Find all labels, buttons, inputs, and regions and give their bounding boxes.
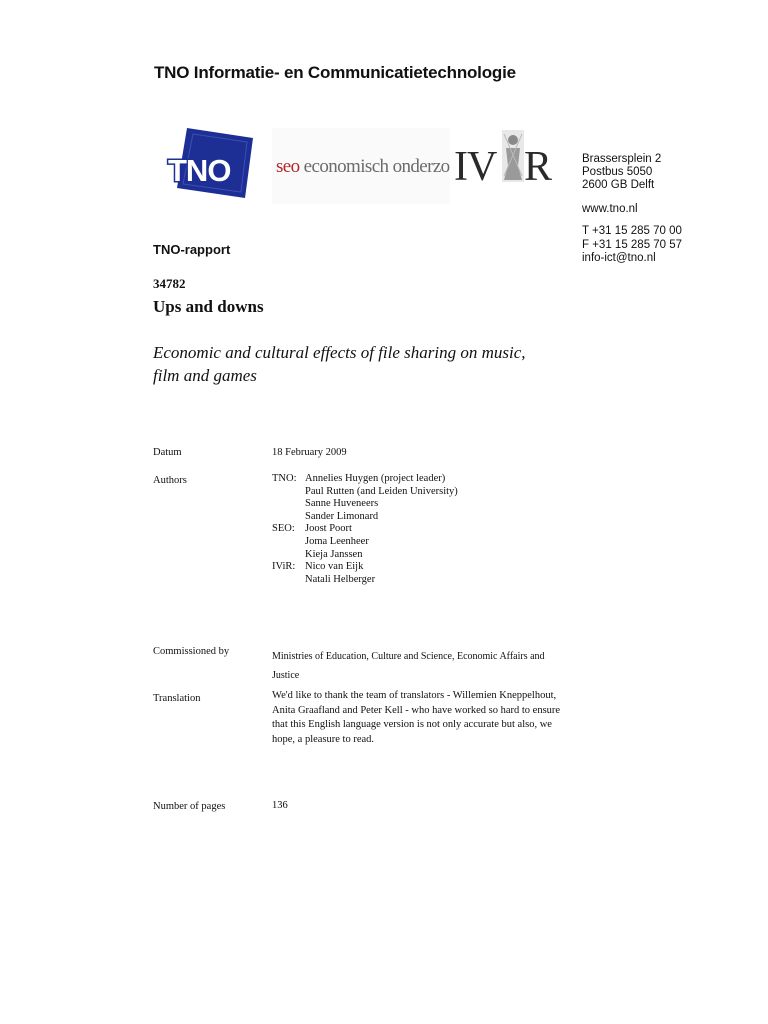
- ivir-logo: [452, 126, 558, 188]
- org-title: TNO Informatie- en Communicatietechnologie: [154, 63, 516, 82]
- author-name: Sander Limonard: [305, 510, 379, 522]
- seo-logo-text-a: seo: [276, 156, 300, 177]
- author-name: Nico van Eijk: [305, 561, 364, 573]
- ivir-logo-text-a: IV: [454, 144, 497, 188]
- fax-number: F +31 15 285 70 57: [582, 239, 683, 251]
- address-street: Brassersplein 2: [582, 153, 662, 165]
- report-title: Ups and downs: [153, 297, 264, 316]
- author-name: Joma Leenheer: [305, 536, 369, 547]
- datum-value: 18 February 2009: [272, 447, 347, 458]
- tno-logo: [165, 124, 255, 202]
- commissioned-value: Ministries of Education, Culture and Science, Economic Affairs and Justice: [272, 651, 545, 681]
- address-city: 2600 GB Delft: [582, 179, 655, 191]
- author-org: SEO:: [272, 523, 295, 535]
- ivir-logo-text-b: R: [524, 144, 553, 188]
- phone-number: T +31 15 285 70 00: [582, 225, 682, 237]
- tno-logo-text: TNO: [168, 153, 231, 188]
- author-org: IViR:: [272, 561, 296, 573]
- pages-label: Number of pages: [153, 801, 226, 812]
- author-name: Joost Poort: [305, 523, 352, 535]
- email-link[interactable]: info-ict@tno.nl: [582, 252, 656, 264]
- website-link[interactable]: www.tno.nl: [582, 203, 638, 215]
- svg-text:seo economisch onderzoek: [276, 156, 450, 177]
- seo-logo-text-b: economisch onderzoek: [299, 156, 450, 177]
- author-name: Natali Helberger: [305, 573, 376, 585]
- author-name: Kieja Janssen: [305, 548, 363, 560]
- translation-label: Translation: [153, 693, 201, 704]
- datum-label: Datum: [153, 447, 182, 458]
- translation-value: We'd like to thank the team of translators - Willemien Kneppelhout, Anita Graafland and Peter Kell - who have worked so hard to ensure that this English language version is not only accurate but also, we hope, a pleasure to read.: [272, 690, 561, 745]
- author-org: TNO:: [272, 473, 297, 484]
- report-number: 34782: [153, 276, 186, 291]
- address-postbus: Postbus 5050: [582, 166, 653, 178]
- report-subtitle: Economic and cultural effects of file sharing on music, film and games: [153, 343, 526, 385]
- pages-value: 136: [272, 800, 288, 811]
- author-name: Paul Rutten (and Leiden University): [305, 485, 458, 497]
- author-name: Sanne Huveneers: [305, 498, 379, 510]
- authors-list: [0, 473, 600, 593]
- authors-label: Authors: [153, 475, 187, 486]
- report-type-label: TNO-rapport: [153, 242, 231, 257]
- seo-logo: [272, 128, 450, 204]
- commissioned-label: Commissioned by: [153, 646, 230, 657]
- author-name: Annelies Huygen (project leader): [305, 473, 446, 484]
- ivir-figure-icon: [502, 130, 524, 182]
